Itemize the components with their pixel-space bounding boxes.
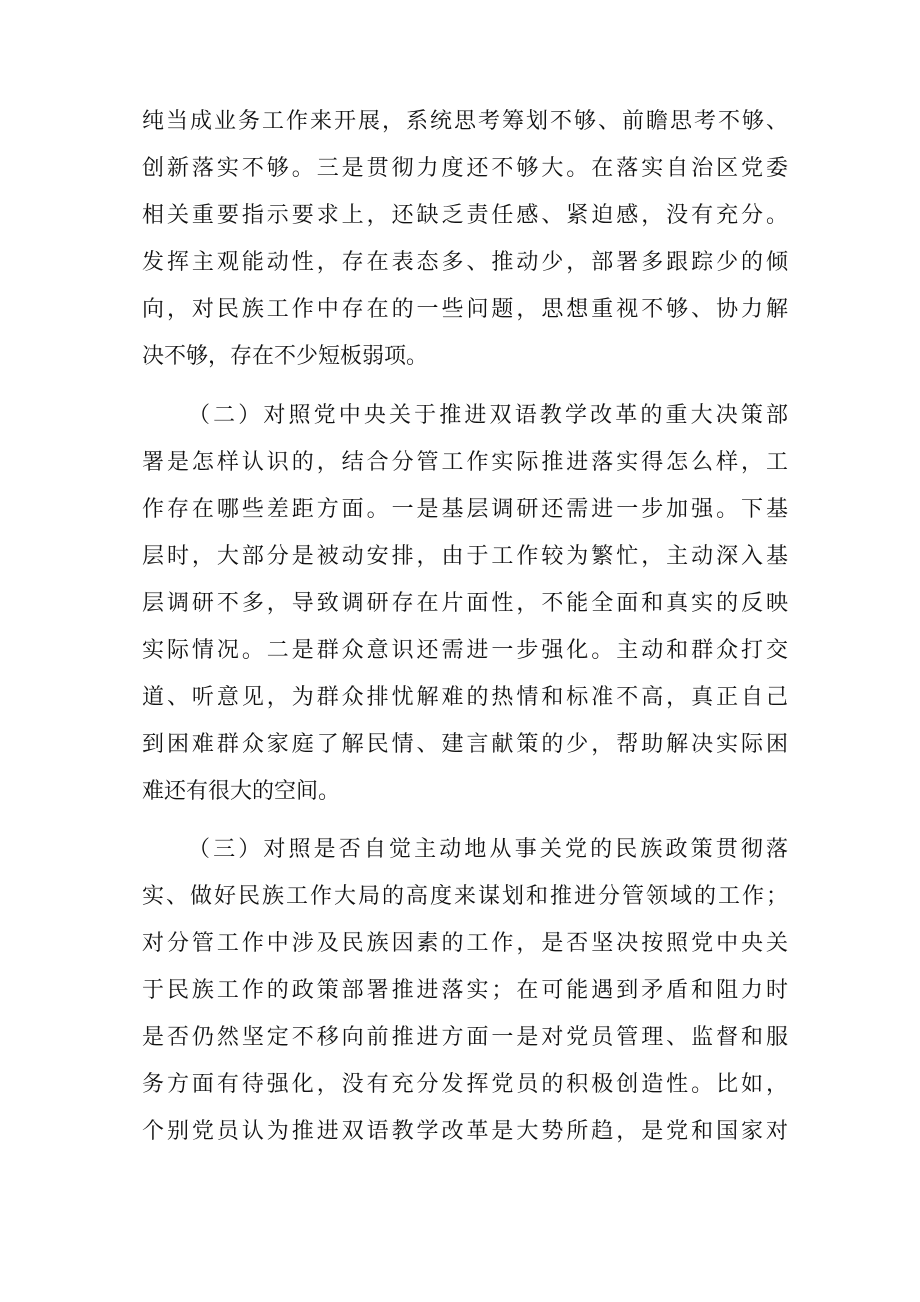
text-line: 决不够，存在不少短板弱项。	[142, 344, 429, 369]
text-line: 实、做好民族工作大局的高度来谋划和推进分管领域的工作；	[142, 884, 788, 909]
text-line: 发挥主观能动性，存在表态多、推动少，部署多跟踪少的倾	[142, 250, 788, 275]
text-line: 对分管工作中涉及民族因素的工作，是否坚决按照党中央关	[142, 931, 788, 956]
text-line: 难还有很大的空间。	[142, 779, 341, 804]
text-line: 于民族工作的政策部署推进落实；在可能遇到矛盾和阻力时	[142, 978, 788, 1003]
text-line: 务方面有待强化，没有充分发挥党员的积极创造性。比如，	[142, 1072, 788, 1097]
paragraph-section-2	[142, 392, 788, 815]
text-line: 署是怎样认识的，结合分管工作实际推进落实得怎么样，工	[142, 450, 788, 475]
text-line: 到困难群众家庭了解民情、建言献策的少，帮助解决实际困	[142, 732, 788, 757]
text-line: 向，对民族工作中存在的一些问题，思想重视不够、协力解	[142, 297, 788, 322]
text-line: 层时，大部分是被动安排，由于工作较为繁忙，主动深入基	[142, 544, 788, 569]
text-line: 创新落实不够。三是贯彻力度还不够大。在落实自治区党委	[142, 156, 788, 181]
paragraph-section-3	[142, 826, 788, 1155]
text-line: 相关重要指示要求上，还缺乏责任感、紧迫感，没有充分。	[142, 203, 788, 228]
paragraph-continuation	[142, 98, 788, 380]
section-heading-line: （三）对照是否自觉主动地从事关党的民族政策贯彻落	[188, 837, 788, 862]
text-line: 个别党员认为推进双语教学改革是大势所趋，是党和国家对	[142, 1119, 788, 1144]
text-line: 作存在哪些差距方面。一是基层调研还需进一步加强。下基	[142, 497, 788, 522]
text-line: 道、听意见，为群众排忧解难的热情和标准不高，真正自己	[142, 685, 788, 710]
text-line: 实际情况。二是群众意识还需进一步强化。主动和群众打交	[142, 638, 788, 663]
section-heading-line: （二）对照党中央关于推进双语教学改革的重大决策部	[188, 403, 788, 428]
text-line: 层调研不多，导致调研存在片面性，不能全面和真实的反映	[142, 591, 788, 616]
text-line: 是否仍然坚定不移向前推进方面一是对党员管理、监督和服	[142, 1025, 788, 1050]
text-line: 纯当成业务工作来开展，系统思考筹划不够、前瞻思考不够、	[142, 109, 788, 134]
